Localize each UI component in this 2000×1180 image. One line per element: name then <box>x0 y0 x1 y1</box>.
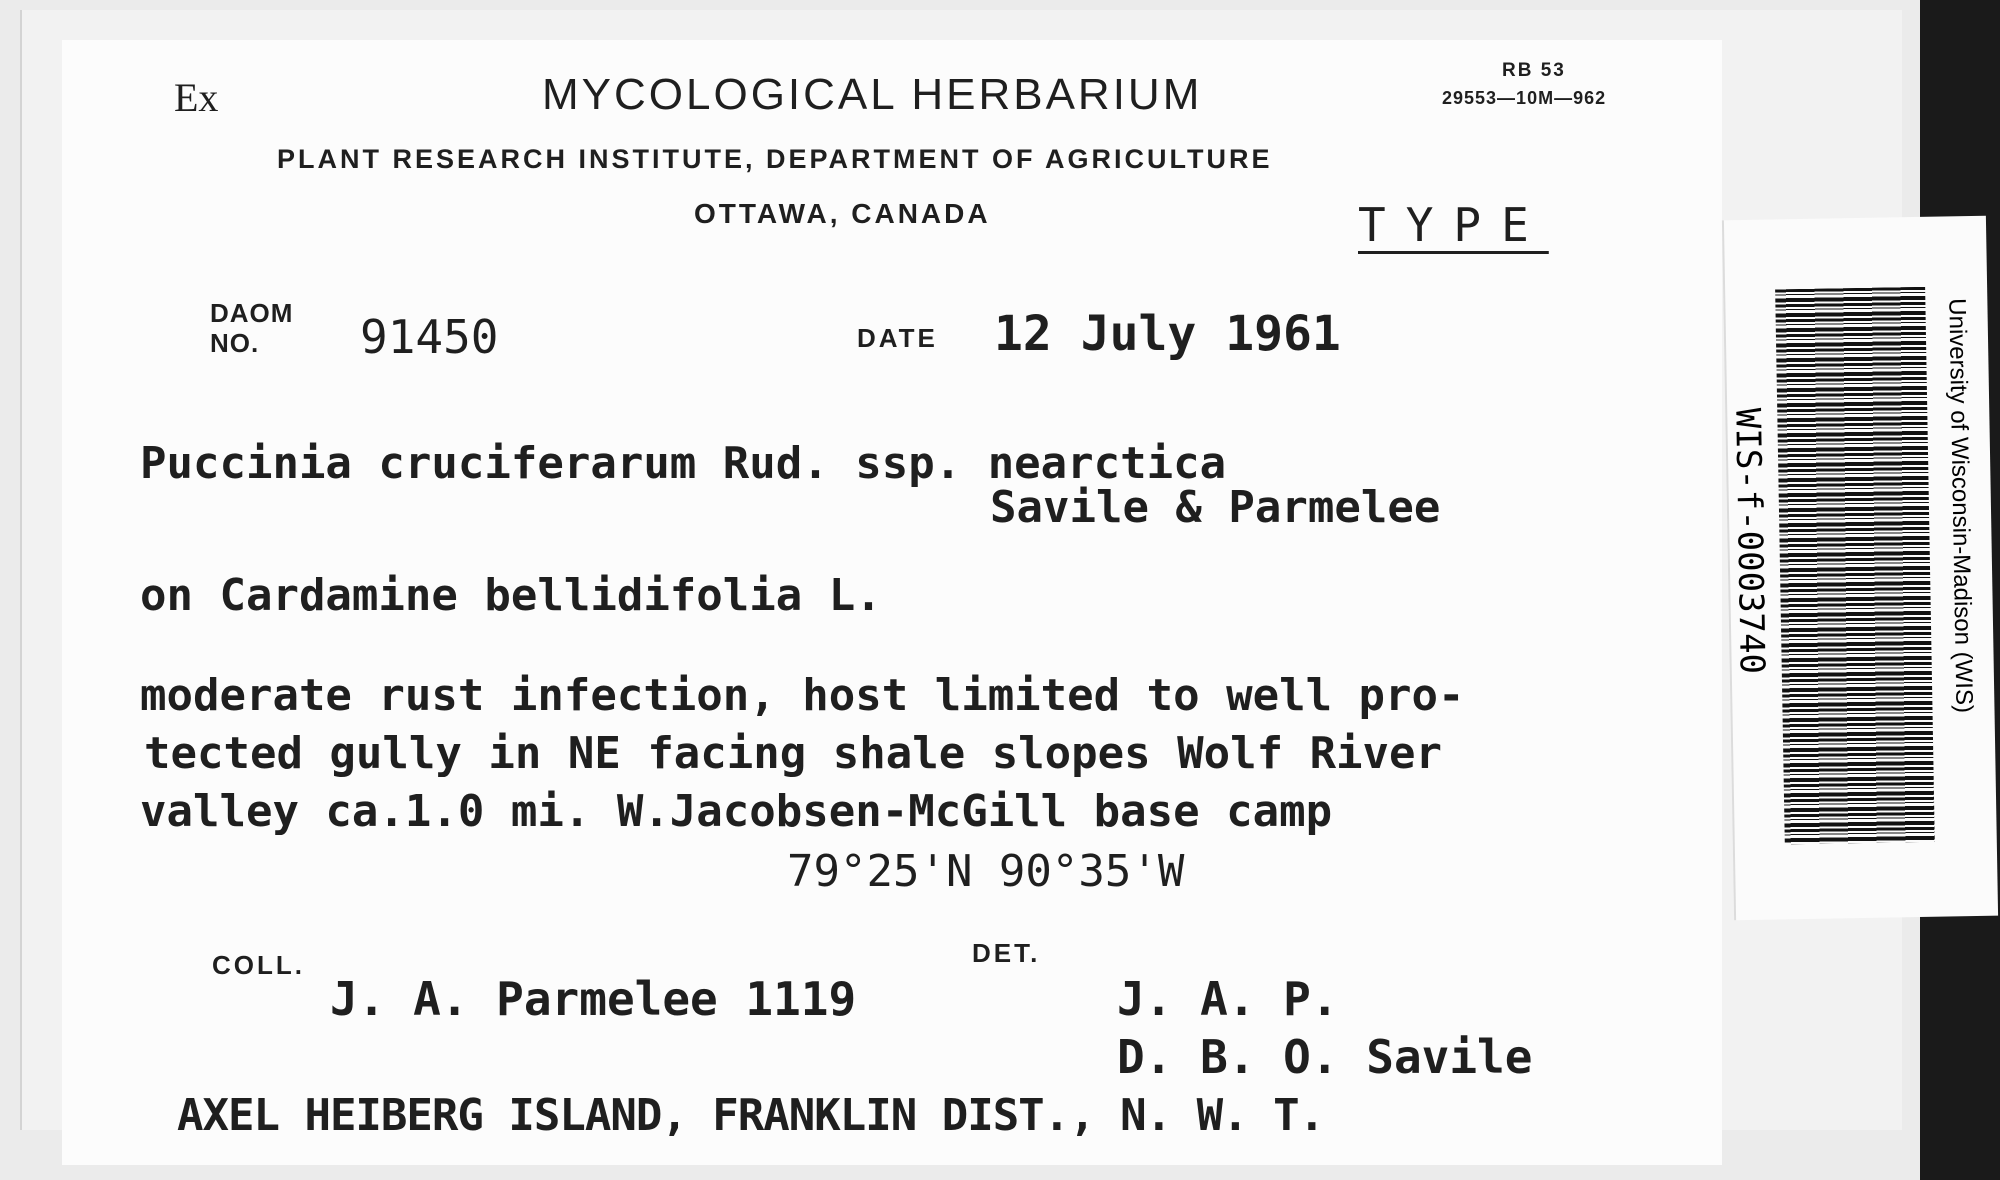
species-name: Puccinia cruciferarum Rud. ssp. nearctica <box>140 438 1227 489</box>
host-name: on Cardamine bellidifolia L. <box>140 570 882 621</box>
barcode-label <box>1722 216 1998 921</box>
locality: AXEL HEIBERG ISLAND, FRANKLIN DIST., N. W. T. <box>177 1090 1325 1141</box>
barcode-bars <box>1775 287 1935 845</box>
type-label: TYPE <box>1358 198 1549 252</box>
form-code-2: 29553—10M—962 <box>1442 88 1607 108</box>
daom-number: 91450 <box>360 310 499 364</box>
species-authors: Savile & Parmelee <box>990 482 1441 533</box>
determiner-2: D. B. O. Savile <box>1117 1030 1533 1084</box>
notes-line-1: moderate rust infection, host limited to well pro- <box>140 670 1465 721</box>
date-value: 12 July 1961 <box>994 306 1341 362</box>
herbarium-title: MYCOLOGICAL HERBARIUM <box>542 70 1203 119</box>
barcode <box>1775 287 1935 845</box>
collector: J. A. Parmelee 1119 <box>330 972 857 1026</box>
city: OTTAWA, CANADA <box>694 198 991 229</box>
catalog-number: WIS-f-0003740 <box>1727 407 1772 675</box>
institution-name: University of Wisconsin-Madison (WIS) <box>1943 298 1978 714</box>
daom-label-2: NO. <box>210 328 260 358</box>
institute-name: PLANT RESEARCH INSTITUTE, DEPARTMENT OF AGRICULTURE <box>277 144 1273 174</box>
daom-label-1: DAOM <box>210 298 294 328</box>
coordinates: 79°25'N 90°35'W <box>787 846 1185 897</box>
date-label: DATE <box>857 323 938 353</box>
determiner-1: J. A. P. <box>1117 972 1339 1026</box>
ex-mark: Ex <box>174 75 219 120</box>
notes-line-2: tected gully in NE facing shale slopes Wolf River <box>144 728 1443 779</box>
notes-line-3: valley ca.1.0 mi. W.Jacobsen-McGill base camp <box>140 786 1333 837</box>
form-code-1: RB 53 <box>1502 60 1566 81</box>
coll-label: COLL. <box>212 950 305 980</box>
herbarium-label <box>62 40 1722 1165</box>
det-label: DET. <box>972 938 1041 968</box>
